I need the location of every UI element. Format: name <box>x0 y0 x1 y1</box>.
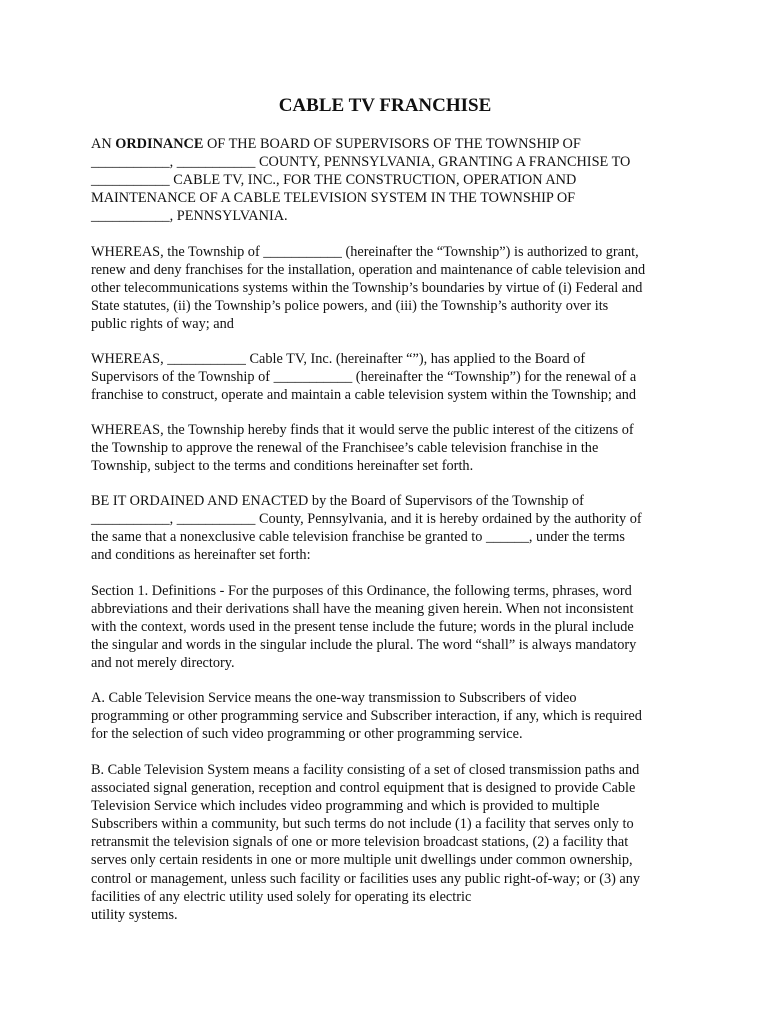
paragraph-line: with the context, words used in the present tense include the future; words in the plural include <box>91 619 634 636</box>
paragraph-line: Section 1. Definitions - For the purposes of this Ordinance, the following terms, phrases, word <box>91 583 632 599</box>
paragraph-line: A. Cable Television Service means the one-way transmission to Subscribers of video <box>91 690 577 706</box>
ordinance-first-line-rest: OF THE BOARD OF SUPERVISORS OF THE TOWNSHIP OF <box>203 136 581 152</box>
whereas-paragraph-authority <box>91 243 691 333</box>
whereas-paragraph-application <box>91 350 691 404</box>
paragraph-line: associated signal generation, reception and control equipment that is designed to provide Cable <box>91 780 636 797</box>
paragraph-line: other telecommunications systems within the Township’s boundaries by virtue of (i) Federal and <box>91 280 643 297</box>
paragraph-line: franchise to construct, operate and maintain a cable television system within the Township; and <box>91 387 637 404</box>
section-1-definitions-paragraph <box>91 582 691 672</box>
paragraph-line <box>91 135 691 153</box>
paragraph-line: facilities of any electric utility used solely for operating its electric <box>91 888 472 905</box>
paragraph-line: WHEREAS, the Township of ___________ (hereinafter the “Township”) is authorized to grant, <box>91 244 639 260</box>
paragraph-line: public rights of way; and <box>91 316 234 333</box>
document-title: CABLE TV FRANCHISE <box>278 95 492 116</box>
ordained-paragraph <box>91 492 691 564</box>
paragraph-line: utility systems. <box>91 906 178 923</box>
paragraph-line: renew and deny franchises for the installation, operation and maintenance of cable television and <box>91 262 646 279</box>
paragraph-line: WHEREAS, the Township hereby finds that it would serve the public interest of the citizens of <box>91 422 634 438</box>
paragraph-line: MAINTENANCE OF A CABLE TELEVISION SYSTEM IN THE TOWNSHIP OF <box>91 190 576 207</box>
paragraph-line: B. Cable Television System means a facility consisting of a set of closed transmission paths and <box>91 762 640 778</box>
paragraph-line: serves only certain residents in one or more multiple unit dwellings under common ownership, <box>91 852 633 869</box>
ordinance-bold-word: ORDINANCE <box>115 136 204 152</box>
paragraph-line: ___________, ___________ COUNTY, PENNSYLVANIA, GRANTING A FRANCHISE TO <box>91 154 631 171</box>
paragraph-line: WHEREAS, ___________ Cable TV, Inc. (hereinafter “”), has applied to the Board of <box>91 351 586 367</box>
paragraph-line: programming or other programming service and Subscriber interaction, if any, which is required <box>91 708 642 725</box>
paragraph-line: BE IT ORDAINED AND ENACTED by the Board of Supervisors of the Township of <box>91 493 584 509</box>
paragraph-line: Subscribers within a community, but such terms do not include (1) a facility that serves only to <box>91 816 634 833</box>
paragraph-line: and conditions as hereinafter set forth: <box>91 547 311 564</box>
paragraph-line: Supervisors of the Township of ___________ (hereinafter the “Township”) for the renewal of a <box>91 369 637 386</box>
paragraph-line: retransmit the television signals of one or more television broadcast stations, (2) a facility that <box>91 834 629 851</box>
paragraph-line: Television Service which includes video programming and which is provided to multiple <box>91 798 600 815</box>
paragraph-line: ___________, ___________ County, Pennsylvania, and it is hereby ordained by the authority of <box>91 511 642 528</box>
paragraph-line: ___________ CABLE TV, INC., FOR THE CONSTRUCTION, OPERATION AND <box>91 172 577 189</box>
paragraph-line: abbreviations and their derivations shall have the meaning given herein. When not inconsistent <box>91 601 634 618</box>
paragraph-line: ___________, PENNSYLVANIA. <box>91 208 288 225</box>
whereas-paragraph-public-interest <box>91 421 691 475</box>
paragraph-line: Township, subject to the terms and conditions hereinafter set forth. <box>91 458 474 475</box>
paragraph-line: for the selection of such video programming or other programming service. <box>91 726 523 743</box>
ordinance-prefix: AN <box>91 136 116 152</box>
paragraph-line: State statutes, (ii) the Township’s police powers, and (iii) the Township’s authority over its <box>91 298 609 315</box>
paragraph-line: and not merely directory. <box>91 655 235 672</box>
paragraph-line: the Township to approve the renewal of the Franchisee’s cable television franchise in the <box>91 440 599 457</box>
paragraph-line: the singular and words in the singular include the plural. The word “shall” is always mandatory <box>91 637 637 654</box>
definition-b-cable-television-system <box>91 761 691 924</box>
ordinance-heading-paragraph <box>91 135 691 225</box>
paragraph-line: control or management, unless such facility or facilities uses any public right-of-way; or (3) any <box>91 870 641 887</box>
paragraph-line: the same that a nonexclusive cable television franchise be granted to ______, under the terms <box>91 529 625 546</box>
definition-a-cable-television-service <box>91 689 691 743</box>
